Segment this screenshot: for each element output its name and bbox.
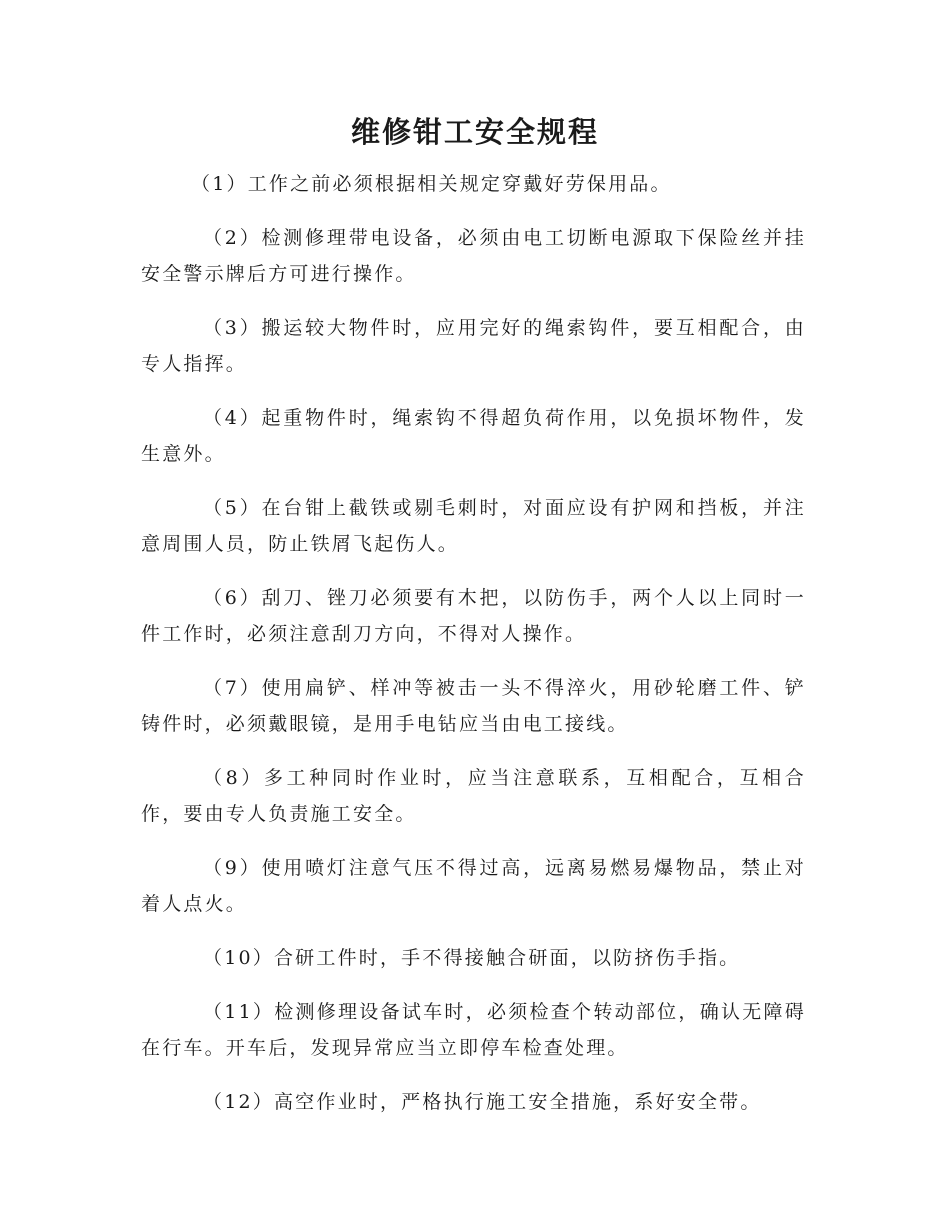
rule-item-9: （9）使用喷灯注意气压不得过高，远离易燃易爆物品，禁止对着人点火。 (141, 857, 806, 915)
rule-item-6: （6）刮刀、锉刀必须要有木把，以防伤手，两个人以上同时一件工作时，必须注意刮刀方向，不得对人操作。 (141, 587, 806, 645)
document-title: 维修钳工安全规程 (350, 115, 599, 149)
rule-item-5: （5）在台钳上截铁或剔毛刺时，对面应设有护网和挡板，并注意周围人员，防止铁屑飞起伤人。 (141, 497, 806, 555)
safety-rules-list (141, 166, 806, 1138)
rule-item-1: （1）工作之前必须根据相关规定穿戴好劳保用品。 (191, 173, 672, 195)
rule-item-8: （8）多工种同时作业时，应当注意联系，互相配合，互相合作，要由专人负责施工安全。 (141, 767, 806, 825)
rule-item-4: （4）起重物件时，绳索钩不得超负荷作用，以免损坏物件，发生意外。 (141, 407, 806, 465)
rule-item-2: （2）检测修理带电设备，必须由电工切断电源取下保险丝并挂安全警示牌后方可进行操作。 (141, 227, 806, 285)
rule-item-12: （12）高空作业时，严格执行施工安全措施，系好安全带。 (203, 1091, 762, 1113)
rule-item-11: （11）检测修理设备试车时，必须检查个转动部位，确认无障碍在行车。开车后，发现异常应当立即停车检查处理。 (141, 1001, 806, 1059)
rule-item-10: （10）合研工件时，手不得接触合研面，以防挤伤手指。 (203, 947, 741, 969)
rule-item-7: （7）使用扁铲、样冲等被击一头不得淬火，用砂轮磨工件、铲铸件时，必须戴眼镜，是用手电钻应当由电工接线。 (141, 677, 806, 735)
rule-item-3: （3）搬运较大物件时，应用完好的绳索钩件，要互相配合，由专人指挥。 (141, 317, 806, 375)
